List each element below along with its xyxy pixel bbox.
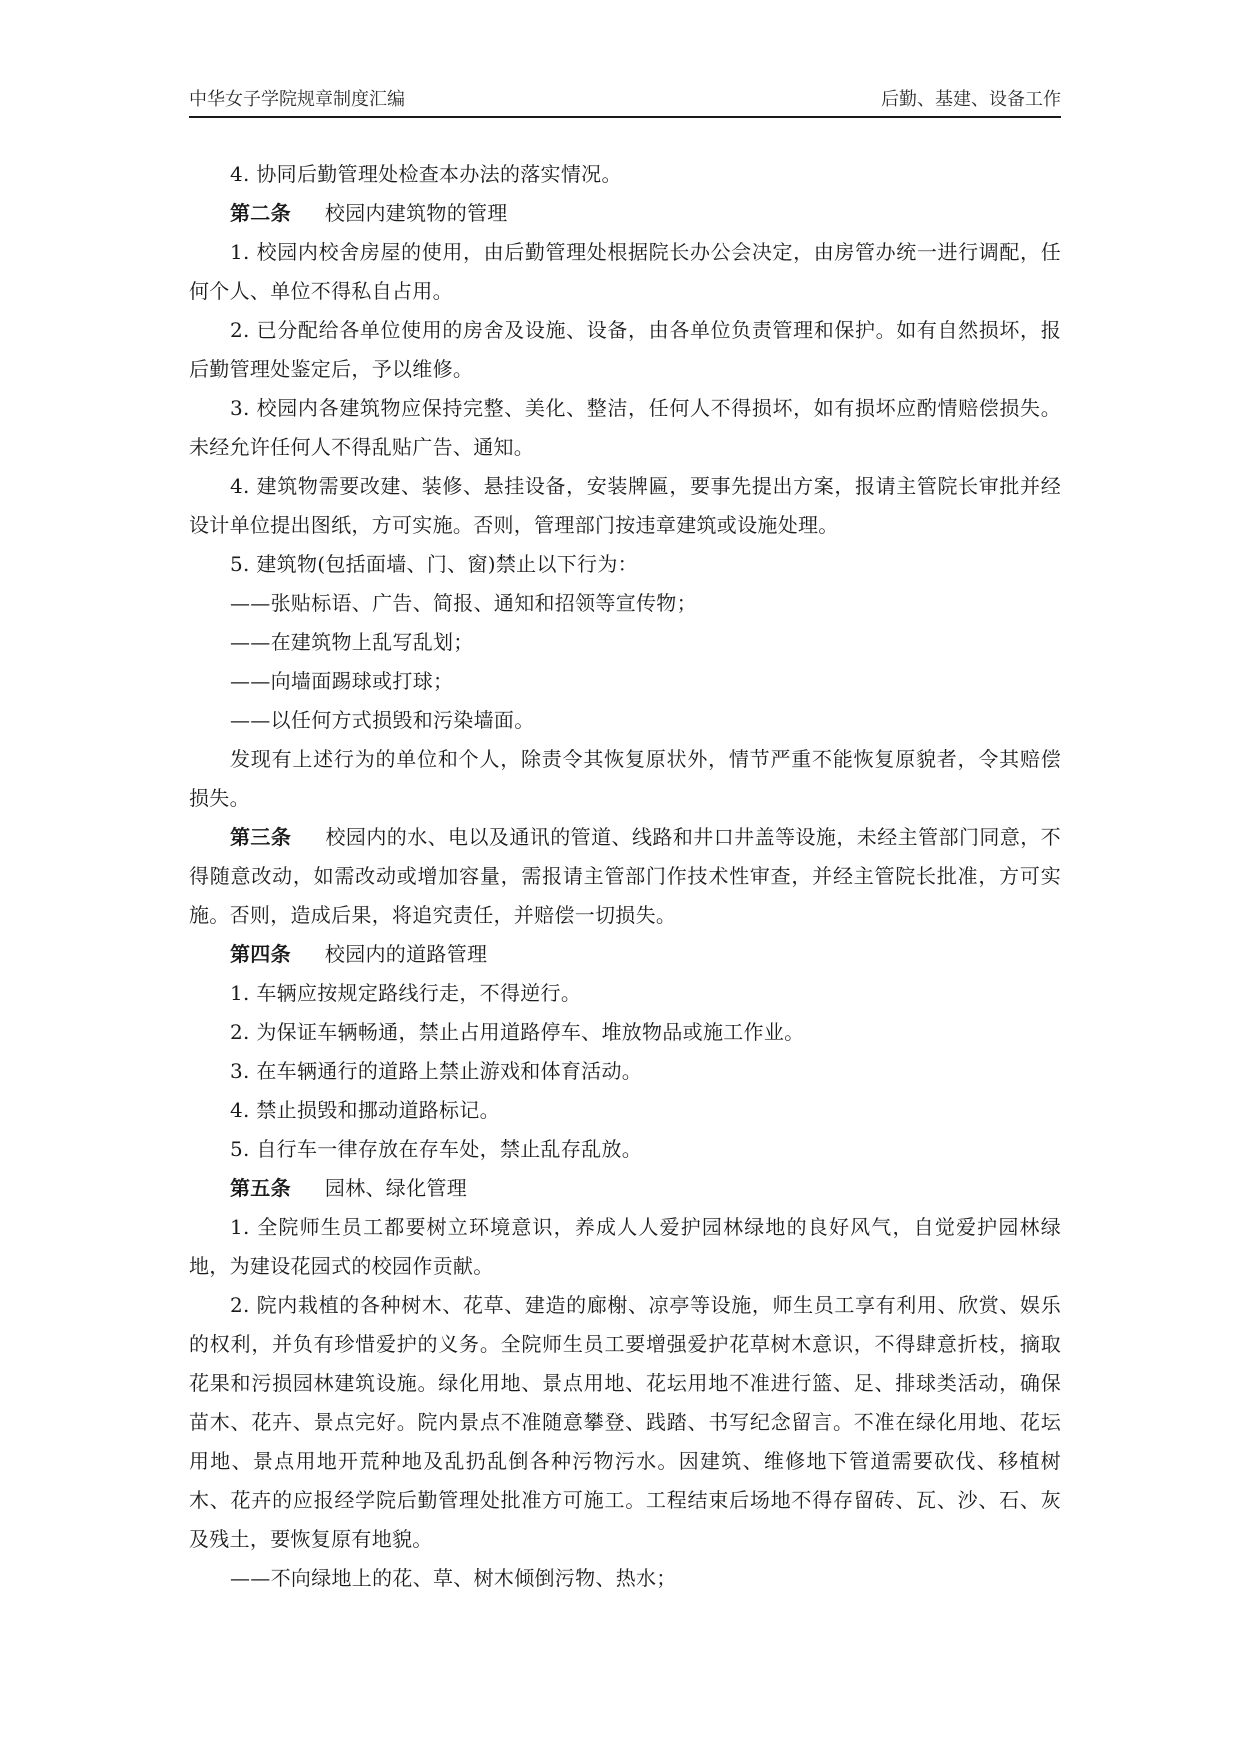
article-paragraph <box>189 1169 1061 1208</box>
paragraph-text: ——以任何方式损毁和污染墙面。 <box>230 708 535 732</box>
header-book-title: 中华女子学院规章制度汇编 <box>189 89 405 110</box>
article-paragraph <box>189 194 1061 233</box>
paragraph-text: 5. 建筑物(包括面墙、门、窗)禁止以下行为： <box>230 552 638 576</box>
paragraph <box>189 1013 1061 1052</box>
paragraph-text: 1. 校园内校舍房屋的使用，由后勤管理处根据院长办公会决定，由房管办统一进行调配，任何个人、单位不得私自占用。 <box>189 240 1061 303</box>
paragraph <box>189 974 1061 1013</box>
article-number: 第三条 <box>230 825 292 849</box>
paragraph <box>189 233 1061 311</box>
paragraph-text: ——张贴标语、广告、简报、通知和招领等宣传物； <box>230 591 697 615</box>
paragraph-text: 5. 自行车一律存放在存车处，禁止乱存乱放。 <box>230 1137 643 1161</box>
paragraph-text: 4. 建筑物需要改建、装修、悬挂设备，安装牌匾，要事先提出方案，报请主管院长审批并经设计单位提出图纸，方可实施。否则，管理部门按违章建筑或设施处理。 <box>189 474 1061 537</box>
paragraph <box>189 467 1061 545</box>
paragraph-text: 校园内的道路管理 <box>324 942 488 966</box>
paragraph-text: 1. 全院师生员工都要树立环境意识，养成人人爱护园林绿地的良好风气，自觉爱护园林绿地，为建设花园式的校园作贡献。 <box>189 1215 1061 1278</box>
paragraph <box>189 545 1061 584</box>
paragraph <box>189 311 1061 389</box>
paragraph <box>189 389 1061 467</box>
paragraph-text: ——在建筑物上乱写乱划； <box>230 630 474 654</box>
paragraph-text: ——不向绿地上的花、草、树木倾倒污物、热水； <box>230 1566 677 1590</box>
article-number: 第五条 <box>230 1176 291 1200</box>
document-body <box>189 155 1061 1598</box>
paragraph <box>189 1286 1061 1559</box>
paragraph-text: 发现有上述行为的单位和个人，除责令其恢复原状外，情节严重不能恢复原貌者，令其赔偿损失。 <box>189 747 1061 810</box>
paragraph-text: 1. 车辆应按规定路线行走，不得逆行。 <box>230 981 582 1005</box>
article-number: 第二条 <box>230 201 291 225</box>
paragraph-text: ——向墙面踢球或打球； <box>230 669 454 693</box>
paragraph <box>189 155 1061 194</box>
paragraph-text: 校园内的水、电以及通讯的管道、线路和井口井盖等设施，未经主管部门同意，不得随意改动，如需改动或增加容量，需报请主管部门作技术性审查，并经主管院长批准，方可实施。否则，造成后果，将追究责任，并赔偿一切损失。 <box>189 825 1061 927</box>
paragraph <box>189 701 1061 740</box>
paragraph <box>189 1559 1061 1598</box>
paragraph-text: 2. 为保证车辆畅通，禁止占用道路停车、堆放物品或施工作业。 <box>230 1020 805 1044</box>
paragraph <box>189 1052 1061 1091</box>
paragraph <box>189 740 1061 818</box>
paragraph <box>189 623 1061 662</box>
paragraph-text: 4. 禁止损毁和挪动道路标记。 <box>230 1098 500 1122</box>
paragraph-text: 3. 校园内各建筑物应保持完整、美化、整洁，任何人不得损坏，如有损坏应酌情赔偿损失。未经允许任何人不得乱贴广告、通知。 <box>189 396 1061 459</box>
article-number: 第四条 <box>230 942 291 966</box>
paragraph <box>189 1208 1061 1286</box>
article-paragraph <box>189 935 1061 974</box>
paragraph-text: 2. 院内栽植的各种树木、花草、建造的廊榭、凉亭等设施，师生员工享有利用、欣赏、娱乐的权利，并负有珍惜爱护的义务。全院师生员工要增强爱护花草树木意识，不得肆意折枝，摘取花果和污损园林建筑设施。绿化用地、景点用地、花坛用地不准进行篮、足、排球类活动，确保苗木、花卉、景点完好。院内景点不准随意攀登、践踏、书写纪念留言。不准在绿化用地、花坛用地、景点用地开荒种地及乱扔乱倒各种污物污水。因建筑、维修地下管道需要砍伐、移植树木、花卉的应报经学院后勤管理处批准方可施工。工程结束后场地不得存留砖、瓦、沙、石、灰及残土，要恢复原有地貌。 <box>189 1293 1061 1551</box>
article-paragraph <box>189 818 1061 935</box>
paragraph-text: 2. 已分配给各单位使用的房舍及设施、设备，由各单位负责管理和保护。如有自然损坏，报后勤管理处鉴定后，予以维修。 <box>189 318 1061 381</box>
paragraph-text: 4. 协同后勤管理处检查本办法的落实情况。 <box>230 162 622 186</box>
header-section-title: 后勤、基建、设备工作 <box>881 89 1061 110</box>
paragraph <box>189 584 1061 623</box>
paragraph-text: 3. 在车辆通行的道路上禁止游戏和体育活动。 <box>230 1059 643 1083</box>
paragraph <box>189 1130 1061 1169</box>
paragraph <box>189 1091 1061 1130</box>
paragraph-text: 园林、绿化管理 <box>324 1176 468 1200</box>
paragraph <box>189 662 1061 701</box>
paragraph-text: 校园内建筑物的管理 <box>324 201 508 225</box>
running-header <box>189 86 1061 118</box>
